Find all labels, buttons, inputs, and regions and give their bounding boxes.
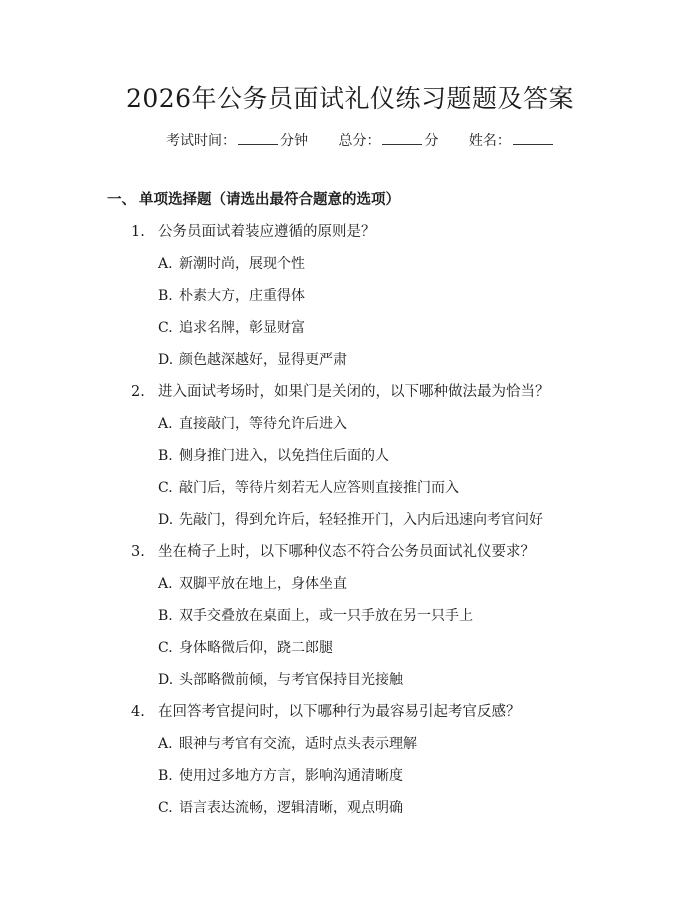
exam-info-line: [166, 131, 555, 151]
total-score-label: 总分：: [338, 133, 381, 149]
option-text: 双手交叠放在桌面上，或一只手放在另一只手上: [179, 608, 473, 624]
question-1-option-c: [158, 318, 305, 338]
exam-time-blank: [238, 131, 278, 145]
option-letter: B.: [158, 288, 173, 304]
option-letter: B.: [158, 608, 173, 624]
question-4: [131, 702, 521, 722]
option-letter: A.: [158, 576, 173, 592]
question-2-option-b: [158, 446, 389, 466]
question-text: 坐在椅子上时，以下哪种仪态不符合公务员面试礼仪要求？: [158, 544, 535, 560]
option-letter: A.: [158, 416, 173, 432]
option-letter: A.: [158, 256, 173, 272]
total-score-field: [338, 131, 438, 151]
exam-time-unit: 分钟: [280, 133, 308, 149]
option-text: 直接敲门，等待允许后进入: [179, 416, 347, 432]
question-1-option-b: [158, 286, 305, 306]
question-3: [131, 542, 535, 562]
option-text: 侧身推门进入，以免挡住后面的人: [179, 448, 389, 464]
option-letter: C.: [158, 640, 173, 656]
option-text: 使用过多地方方言，影响沟通清晰度: [179, 768, 403, 784]
option-letter: B.: [158, 448, 173, 464]
option-text: 追求名牌，彰显财富: [179, 320, 305, 336]
option-letter: D.: [158, 352, 174, 368]
section-number: 一、: [107, 191, 136, 208]
option-letter: C.: [158, 480, 173, 496]
document-title: 2026年公务员面试礼仪练习题题及答案: [125, 84, 575, 113]
option-letter: C.: [158, 800, 173, 816]
option-letter: D.: [158, 512, 174, 528]
option-text: 头部略微前倾，与考官保持目光接触: [179, 672, 403, 688]
question-1-option-d: [158, 350, 347, 370]
question-3-option-c: [158, 638, 333, 658]
question-number: 3.: [131, 544, 145, 560]
question-4-option-b: [158, 766, 403, 786]
question-number: 4.: [131, 704, 145, 720]
option-text: 先敲门，得到允许后，轻轻推开门，入内后迅速向考官问好: [179, 512, 543, 528]
option-text: 身体略微后仰，跷二郎腿: [179, 640, 333, 656]
question-2-option-a: [158, 414, 347, 434]
name-field: [469, 131, 555, 151]
question-3-option-b: [158, 606, 473, 626]
question-text: 公务员面试着装应遵循的原则是？: [158, 224, 376, 240]
question-2: [131, 382, 550, 402]
option-letter: A.: [158, 736, 173, 752]
option-text: 双脚平放在地上，身体坐直: [179, 576, 347, 592]
section-title: 单项选择题（请选出最符合题意的选项）: [139, 191, 400, 208]
option-text: 语言表达流畅，逻辑清晰，观点明确: [179, 800, 403, 816]
option-text: 新潮时尚，展现个性: [179, 256, 305, 272]
option-text: 颜色越深越好，显得更严肃: [179, 352, 347, 368]
question-number: 2.: [131, 384, 145, 400]
name-blank: [513, 131, 553, 145]
question-3-option-a: [158, 574, 347, 594]
total-score-unit: 分: [424, 133, 439, 149]
question-2-option-d: [158, 510, 543, 530]
exam-time-field: [166, 131, 308, 151]
question-4-option-a: [158, 734, 417, 754]
section-heading: [107, 190, 400, 210]
option-text: 眼神与考官有交流，适时点头表示理解: [179, 736, 417, 752]
question-number: 1.: [131, 224, 145, 240]
question-1-option-a: [158, 254, 305, 274]
question-3-option-d: [158, 670, 403, 690]
question-1: [131, 222, 376, 242]
total-score-blank: [382, 131, 422, 145]
option-letter: D.: [158, 672, 174, 688]
question-text: 进入面试考场时，如果门是关闭的，以下哪种做法最为恰当？: [158, 384, 550, 400]
name-label: 姓名：: [468, 133, 511, 149]
option-letter: C.: [158, 320, 173, 336]
question-4-option-c: [158, 798, 403, 818]
option-text: 敲门后，等待片刻若无人应答则直接推门而入: [179, 480, 459, 496]
option-letter: B.: [158, 768, 173, 784]
question-text: 在回答考官提问时，以下哪种行为最容易引起考官反感？: [158, 704, 521, 720]
option-text: 朴素大方，庄重得体: [179, 288, 305, 304]
question-2-option-c: [158, 478, 459, 498]
exam-time-label: 考试时间：: [166, 133, 236, 149]
